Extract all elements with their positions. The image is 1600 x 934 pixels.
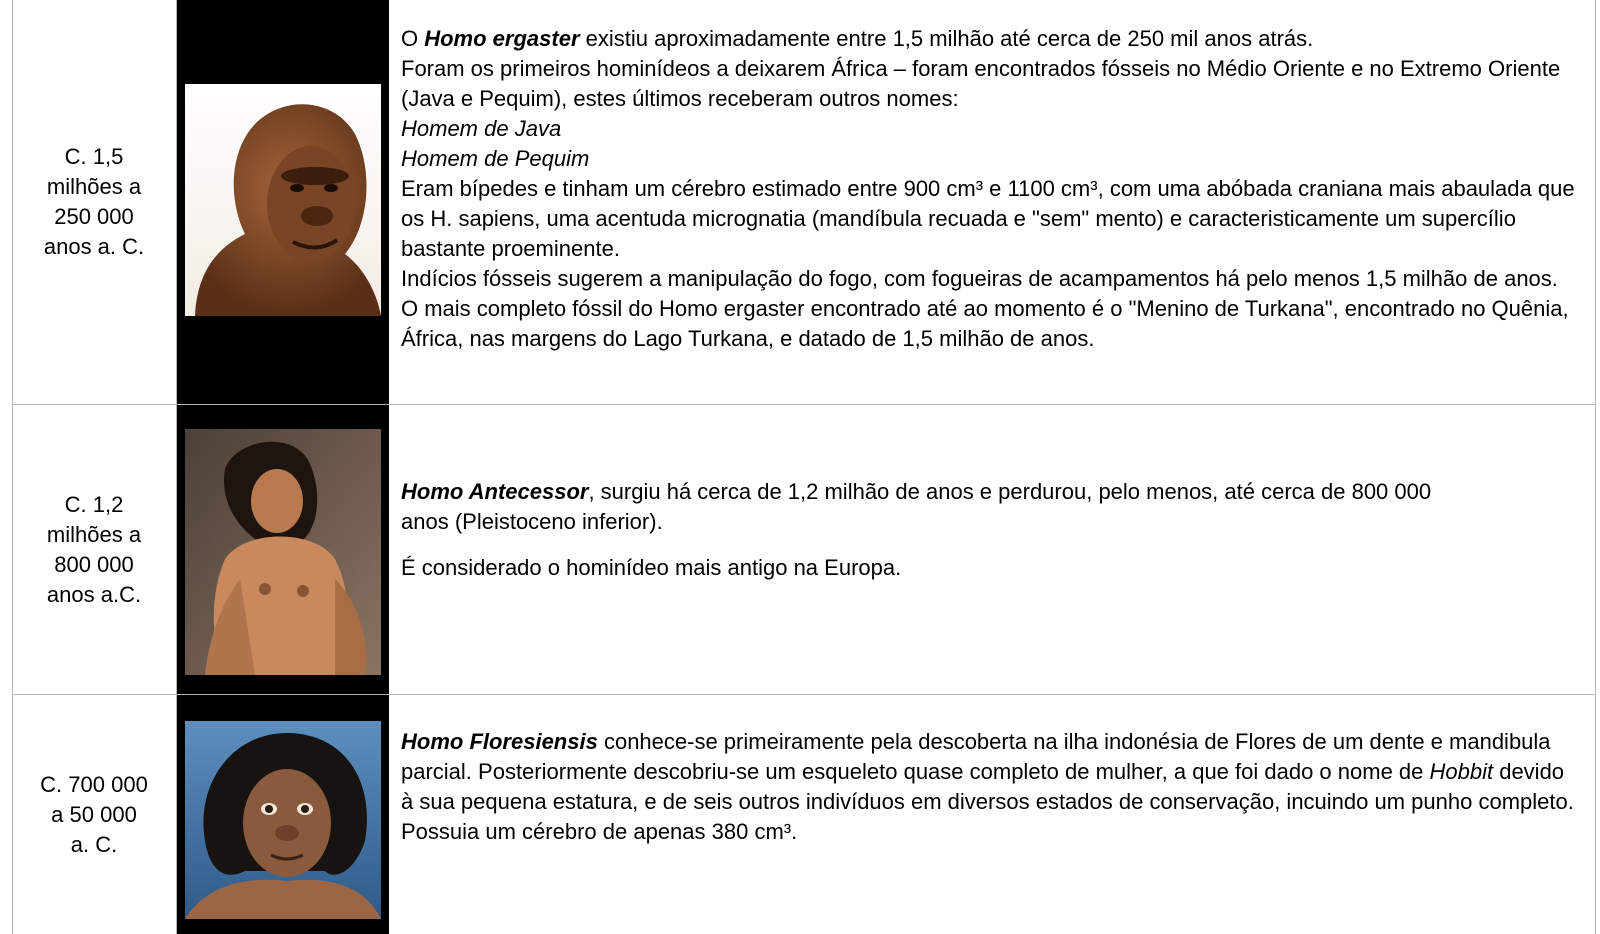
species-name: Homo ergaster xyxy=(424,26,580,51)
hominid-timeline-table xyxy=(12,0,1596,934)
date-range-text: C. 1,2 milhões a 800 000 anos a.C. xyxy=(46,491,142,607)
description-paragraph: O mais completo fóssil do Homo ergaster encontrado até ao momento é o "Menino de Turkana", encontrado no Quênia, África, nas margens do Lago Turkana, e datado de 1,5 milhão de anos. xyxy=(401,296,1569,351)
table-row xyxy=(12,0,1596,405)
text-run: existiu aproximadamente entre 1,5 milhão até cerca de 250 mil anos atrás. xyxy=(579,26,1314,51)
description-paragraph: Indícios fósseis sugerem a manipulação do fogo, com fogueiras de acampamentos há pelo menos 1,5 milhão de anos. xyxy=(401,266,1558,291)
description-paragraph: Homem de Java xyxy=(401,116,562,141)
paragraph-spacer xyxy=(401,537,1581,553)
description-paragraph: É considerado o hominídeo mais antigo na Europa. xyxy=(401,555,902,580)
image-cell xyxy=(177,0,389,404)
cell-border xyxy=(1595,0,1596,404)
cell-border xyxy=(1595,405,1596,694)
image-cell xyxy=(177,695,389,934)
species-name: Homo Antecessor xyxy=(401,479,589,504)
description-cell xyxy=(401,727,1581,847)
date-range-text: C. 1,5 milhões a 250 000 anos a. C. xyxy=(43,144,145,259)
hobbit-name: Hobbit xyxy=(1429,759,1494,784)
date-range-cell xyxy=(12,695,176,934)
text-run: devido à sua pequena estatura, e de seis outros indivíduos em diversos estados de conservação, incuindo um punho completo. Possuia um cérebro de apenas 380 cm³. xyxy=(401,759,1574,844)
homo-antecessor-portrait-icon xyxy=(185,429,381,675)
homo-ergaster-portrait-icon xyxy=(185,84,381,316)
species-name: Homo Floresiensis xyxy=(401,729,598,754)
table-row xyxy=(12,695,1596,934)
description-paragraph xyxy=(401,727,1581,847)
text-run: conhece-se primeiramente pela descoberta na ilha indonésia de Flores de um dente e mandibula parcial. Posteriormente descobriu-se um esqueleto quase completo de mulher, a que foi dado o nome de xyxy=(401,729,1551,784)
text-run: , surgiu há cerca de 1,2 milhão de anos e perdurou, pelo menos, até cerca de 800 000 anos (Pleistoceno inferior). xyxy=(401,479,1432,534)
cell-border xyxy=(1595,695,1596,934)
table-row xyxy=(12,405,1596,695)
homo-floresiensis-portrait-icon xyxy=(185,721,381,919)
image-cell xyxy=(177,405,389,694)
description-cell xyxy=(401,477,1581,583)
date-range-cell xyxy=(12,405,176,694)
description-paragraph: Foram os primeiros hominídeos a deixarem África – foram encontrados fósseis no Médio Oriente e no Extremo Oriente (Java e Pequim), estes últimos receberam outros nomes: xyxy=(401,56,1561,111)
date-range-cell xyxy=(12,0,176,404)
description-paragraph xyxy=(401,477,1481,537)
description-paragraph: Eram bípedes e tinham um cérebro estimado entre 900 cm³ e 1100 cm³, com uma abóbada craniana mais abaulada que os H. sapiens, uma acentuda micrognatia (mandíbula recuada e "sem" mento) e caracteristicamente um supercílio bastante proeminente. xyxy=(401,176,1575,261)
description-paragraph xyxy=(401,24,1581,54)
description-cell xyxy=(401,24,1581,354)
text-run: O xyxy=(401,26,425,51)
description-paragraph: Homem de Pequim xyxy=(401,146,590,171)
date-range-text: C. 700 000 a 50 000 a. C. xyxy=(40,771,148,857)
